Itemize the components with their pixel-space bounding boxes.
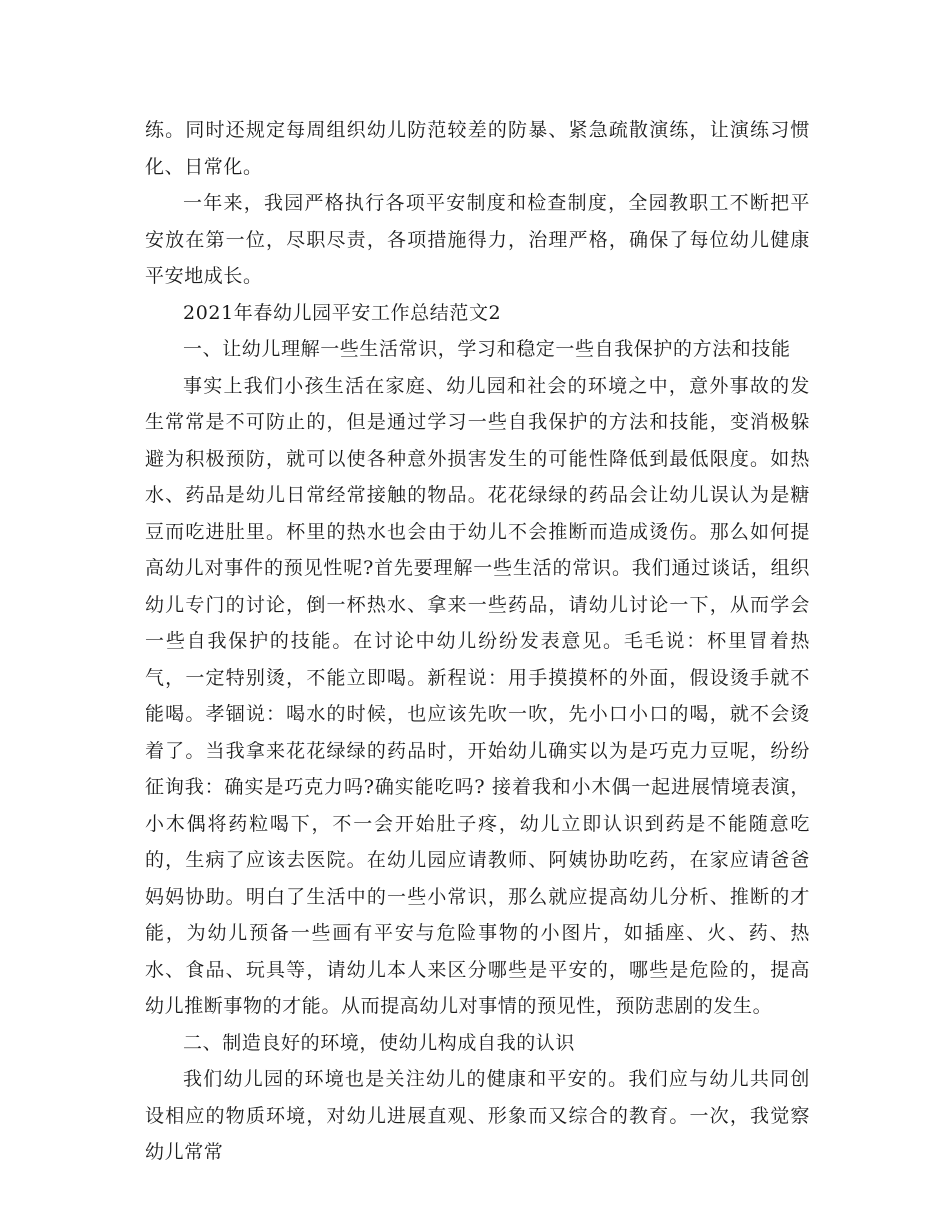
section-title: 2021年春幼儿园平安工作总结范文2 (183, 301, 502, 324)
paragraph-environment: 我们幼儿园的环境也是关注幼儿的健康和平安的。我们应与幼儿共同创设相应的物质环境，对幼儿进展直观、形象而又综合的教育。一次，我觉察幼儿常常 (145, 1068, 810, 1163)
heading-part-one: 一、让幼儿理解一些生活常识，学习和稳定一些自我保护的方法和技能 (183, 338, 791, 360)
heading-part-two: 二、制造良好的环境，使幼儿构成自我的认识 (183, 1031, 576, 1054)
paragraph-body: 事实上我们小孩生活在家庭、幼儿园和社会的环境之中，意外事故的发生常常是不可防止的，但是通过学习一些自我保护的方法和技能，变消极躲避为积极预防，就可以使各种意外损害发生的可能性降低到最低限度。如热水、药品是幼儿日常经常接触的物品。花花绿绿的药品会让幼儿误认为是糖豆而吃进肚里。杯里的热水也会由于幼儿不会推断而造成烫伤。那么如何提高幼儿对事件的预见性呢?首先要理解一些生活的常识。我们通过谈话，组织幼儿专门的讨论，倒一杯热水、拿来一些药品，请幼儿讨论一下，从而学会一些自我保护的技能。在讨论中幼儿纷纷发表意见。毛毛说：杯里冒着热气，一定特别烫，不能立即喝。新程说：用手摸摸杯的外面，假设烫手就不能喝。孝锢说：喝水的时候，也应该先吹一吹，先小口小口的喝，就不会烫着了。当我拿来花花绿绿的药品时，开始幼儿确实以为是巧克力豆呢，纷纷征询我：确实是巧克力吗?确实能吃吗? 接着我和小木偶一起进展情境表演，小木偶将药粒喝下，不一会开始肚子疼，幼儿立即认识到药是不能随意吃的，生病了应该去医院。在幼儿园应请教师、阿姨协助吃药，在家应请爸爸妈妈协助。明白了生活中的一些小常识，那么就应提高幼儿分析、推断的才能，为幼儿预备一些画有平安与危险事物的小图片，如插座、火、药、热水、食品、玩具等，请幼儿本人来区分哪些是平安的，哪些是危险的，提高幼儿推断事物的才能。从而提高幼儿对事情的预见性，预防悲剧的发生。 (145, 374, 810, 1017)
paragraph-continuation: 练。同时还规定每周组织幼儿防范较差的防暴、紧急疏散演练，让演练习惯化、日常化。 (145, 119, 810, 178)
paragraph-summary: 一年来，我园严格执行各项平安制度和检查制度，全园教职工不断把平安放在第一位，尽职尽责，各项措施得力，治理严格，确保了每位幼儿健康平安地成长。 (145, 192, 810, 287)
document-page (145, 112, 810, 1171)
